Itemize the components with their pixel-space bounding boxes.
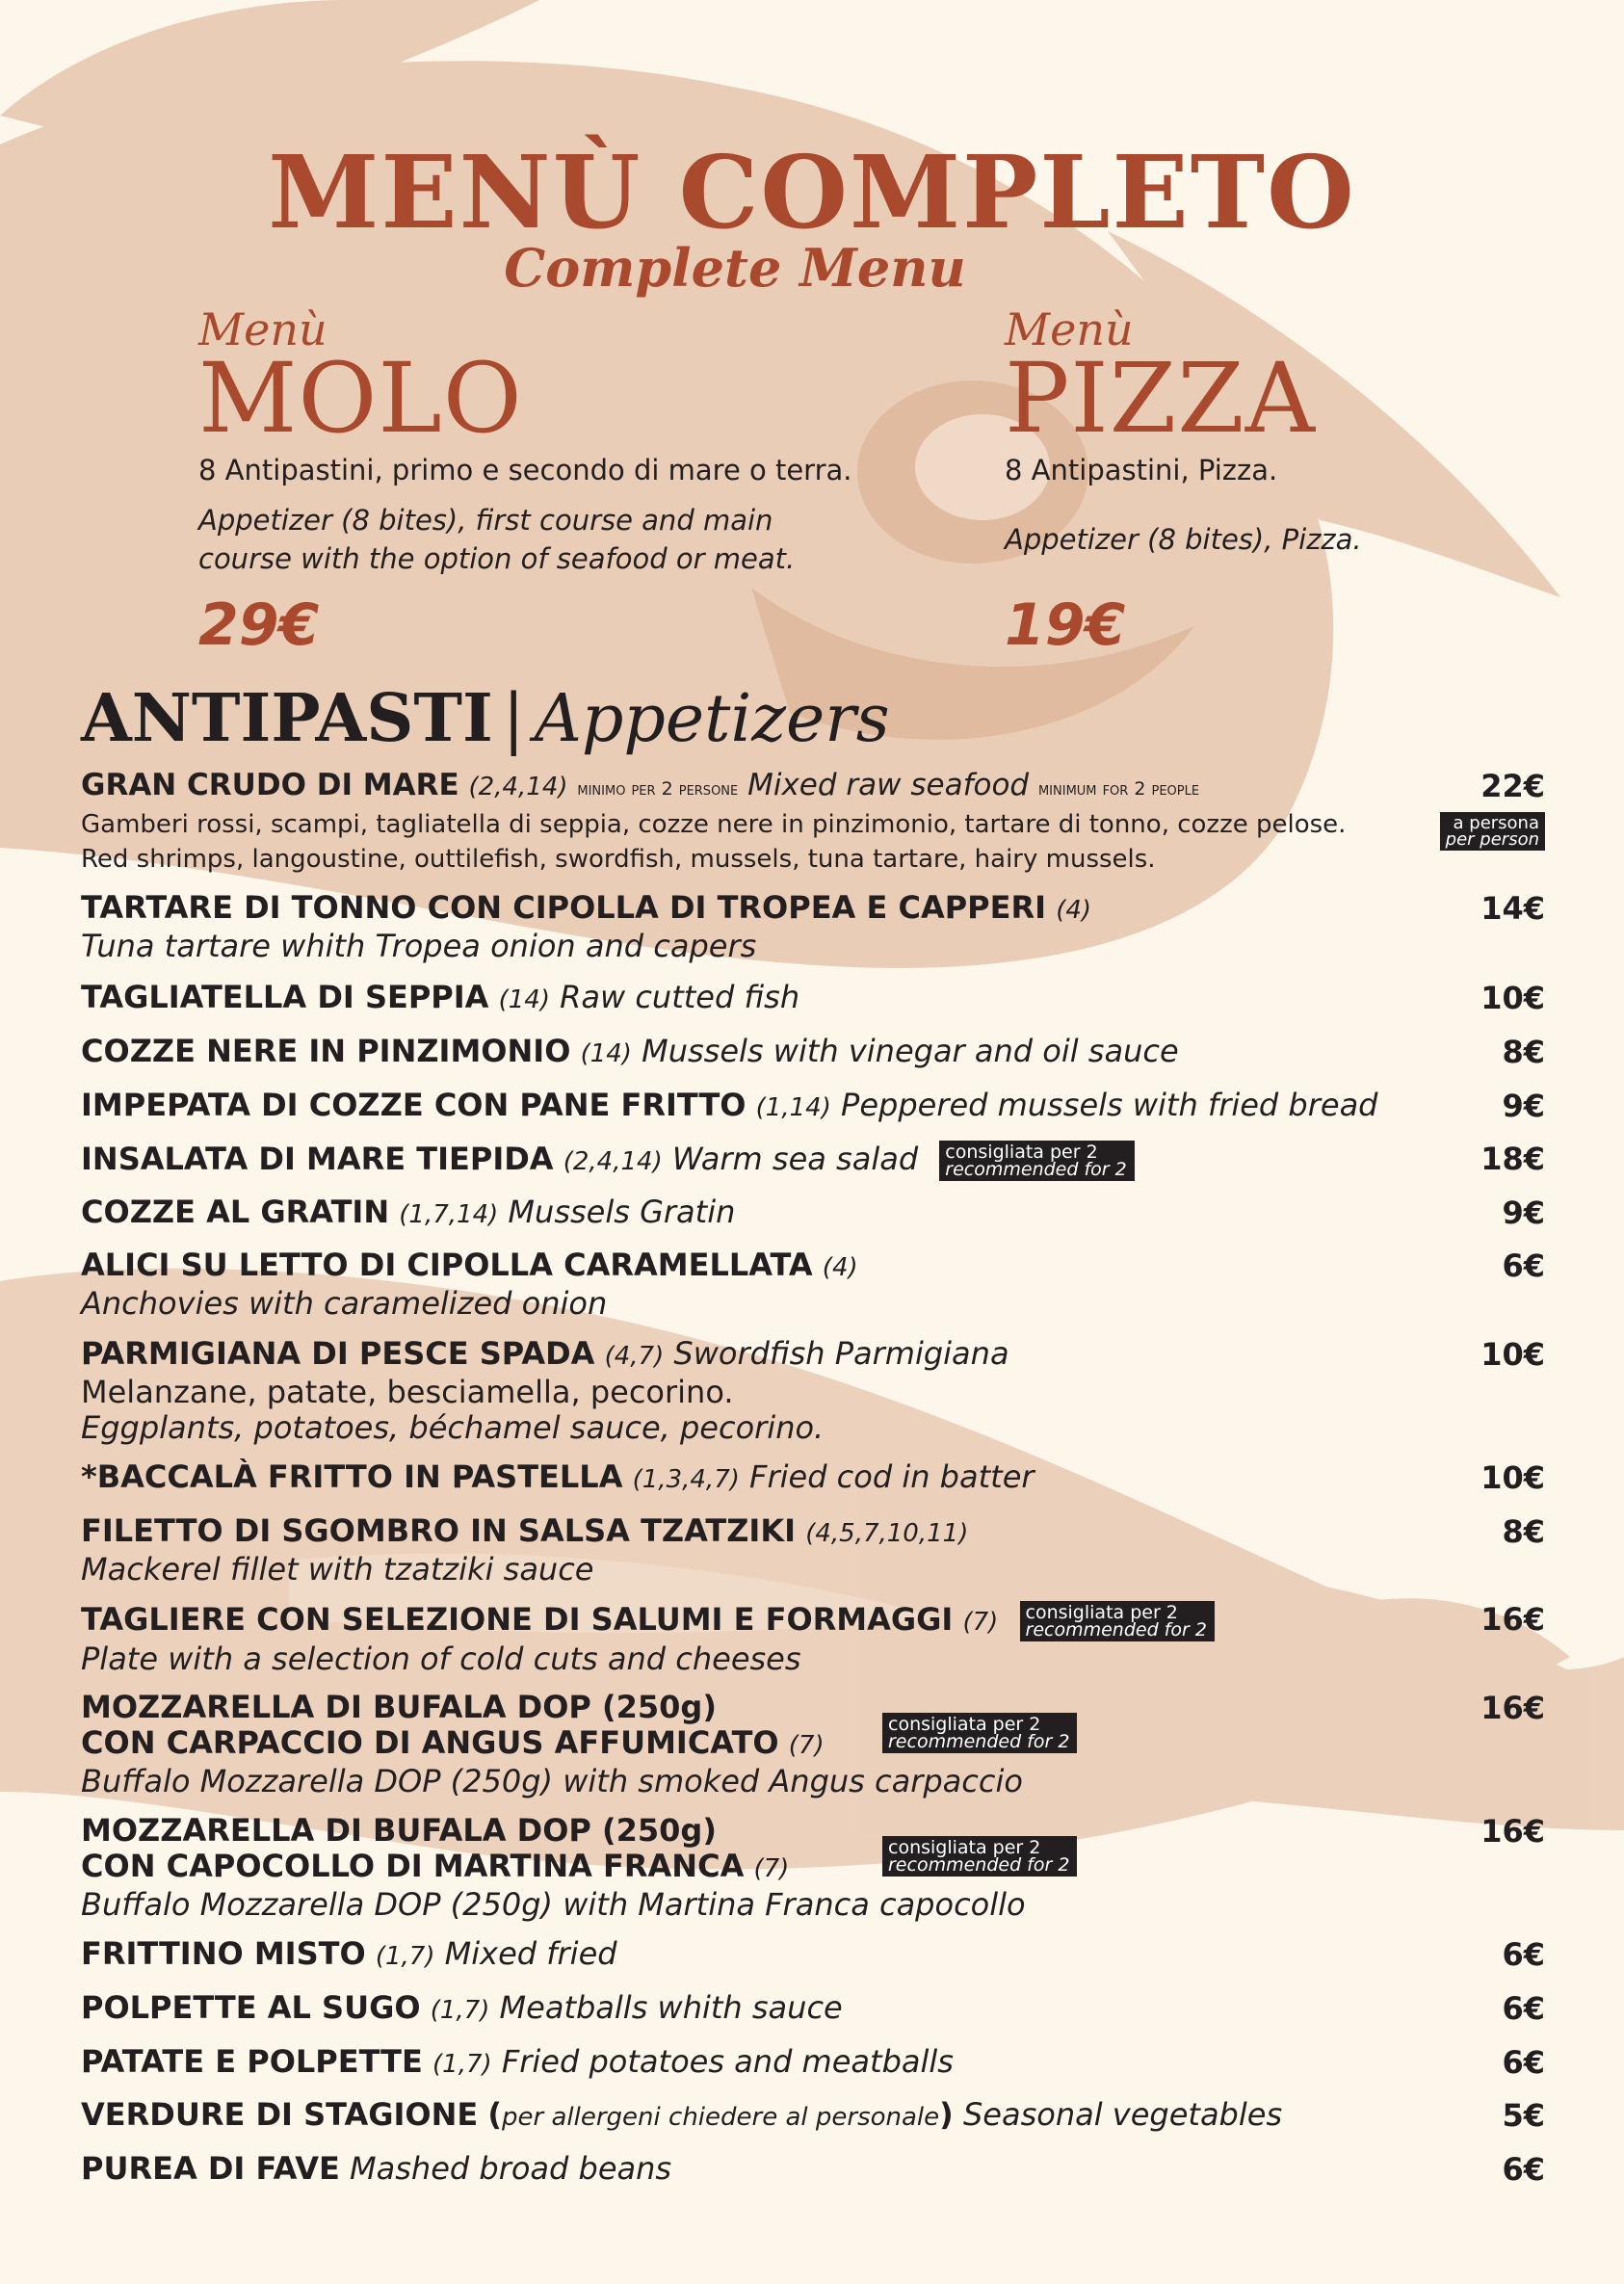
dish-description-en: Red shrimps, langoustine, outtilefish, swordfish, mussels, tuna tartare, hairy mussels.	[81, 845, 1156, 874]
dish-price: 6€	[1502, 1990, 1545, 2027]
menu-item	[81, 1459, 1545, 1498]
badge-text-en: per person	[1445, 829, 1539, 850]
dish-allergens: (4)	[1056, 896, 1092, 925]
menu-item	[81, 890, 1545, 964]
dish-english-name: Anchovies with caramelized onion	[81, 1285, 608, 1322]
dish-description-it: Melanzane, patate, besciamella, pecorino.	[81, 1374, 734, 1410]
dish-english-name: Fried potatoes and meatballs	[501, 2043, 954, 2080]
dish-price: 6€	[1502, 2044, 1545, 2081]
dish-price: 10€	[1480, 1459, 1545, 1496]
section-title-en: Appetizers	[534, 681, 890, 757]
set-menu-description-en-line: course with the option of seafood or meat.	[198, 542, 796, 575]
dish-name: ALICI SU LETTO DI CIPOLLA CARAMELLATA	[81, 1247, 813, 1283]
dish-price: 16€	[1480, 1813, 1545, 1850]
menu-item	[81, 1513, 1545, 1588]
dish-price: 6€	[1502, 1936, 1545, 1973]
menu-item	[81, 1990, 1545, 2029]
menu-item	[81, 1601, 1545, 1677]
menu-subtitle: Complete Menu	[504, 237, 966, 299]
menu-title: MENÙ COMPLETO	[268, 133, 1356, 251]
dish-name: MOZZARELLA DI BUFALA DOP (250g)	[81, 1689, 717, 1725]
section-title-it: ANTIPASTI	[81, 680, 493, 757]
dish-allergens: (2,4,14)	[563, 1147, 663, 1176]
dish-price: 6€	[1502, 2151, 1545, 2188]
dish-name: INSALATA DI MARE TIEPIDA	[81, 1141, 554, 1177]
menu-item	[81, 1936, 1545, 1975]
dish-name: FRITTINO MISTO	[81, 1935, 366, 1972]
menu-item	[81, 2044, 1545, 2083]
dish-note-it: minimo per 2 persone	[577, 778, 739, 800]
set-menu-description-it: 8 Antipastini, primo e secondo di mare o terra.	[198, 454, 852, 486]
dish-english-name: Buffalo Mozzarella DOP (250g) with Martina Franca capocollo	[81, 1886, 1026, 1923]
dish-allergens: per allergeni chiedere al personale	[502, 2103, 940, 2132]
dish-allergens: (1,7)	[430, 1996, 490, 2025]
badge-text-it: consigliata per 2	[888, 1837, 1041, 1858]
dish-english-name: Tuna tartare whith Tropea onion and capers	[81, 928, 757, 964]
per-person-badge	[1440, 812, 1545, 851]
set-menu-price: 19€	[1005, 591, 1126, 659]
menu-item	[81, 768, 1545, 877]
dish-allergens: (1,3,4,7)	[632, 1465, 740, 1494]
dish-name: PATATE E POLPETTE	[81, 2043, 423, 2080]
menu-item	[81, 1141, 1545, 1181]
dish-price: 10€	[1480, 1336, 1545, 1373]
dish-name: IMPEPATA DI COZZE CON PANE FRITTO	[81, 1087, 747, 1123]
section-title-antipasti	[81, 680, 890, 757]
dish-english-name: Mussels with vinegar and oil sauce	[642, 1033, 1179, 1069]
set-menu-name: MOLO	[198, 342, 523, 455]
dish-english-name: Mussels Gratin	[508, 1194, 736, 1230]
set-menu-description-en	[198, 501, 969, 578]
badge-text-it: consigliata per 2	[888, 1714, 1041, 1735]
recommended-for-2-badge	[882, 1713, 1077, 1753]
menu-item	[81, 1690, 1545, 1799]
section-title-separator: |	[502, 681, 525, 757]
dish-description-it: Gamberi rossi, scampi, tagliatella di seppia, cozze nere in pinzimonio, tartare di tonno, cozze pelose.	[81, 810, 1347, 839]
dish-english-name: Peppered mussels with fried bread	[841, 1087, 1378, 1123]
menu-item	[81, 980, 1545, 1018]
dish-price: 18€	[1480, 1141, 1545, 1177]
menu-item	[81, 1034, 1545, 1072]
dish-name-line-2: CON CARPACCIO DI ANGUS AFFUMICATO	[81, 1724, 779, 1761]
set-menu-kicker: Menù	[198, 303, 327, 355]
menu-item	[81, 1336, 1545, 1446]
dish-english-name: Buffalo Mozzarella DOP (250g) with smoked Angus carpaccio	[81, 1763, 1023, 1799]
dish-price: 22€	[1480, 768, 1545, 804]
dish-price: 5€	[1502, 2097, 1545, 2134]
badge-text-it: consigliata per 2	[1025, 1602, 1178, 1623]
dish-english-name: Warm sea salad	[671, 1141, 919, 1177]
dish-description-en: Eggplants, potatoes, béchamel sauce, pecorino.	[81, 1409, 825, 1446]
dish-name: GRAN CRUDO DI MARE	[81, 768, 459, 802]
dish-note-en: minimum for 2 people	[1037, 778, 1200, 800]
recommended-for-2-badge	[882, 1836, 1077, 1877]
dish-english-name: Mackerel fillet with tzatziki sauce	[81, 1551, 594, 1588]
dish-price: 16€	[1480, 1601, 1545, 1638]
dish-name-line-2: CON CAPOCOLLO DI MARTINA FRANCA	[81, 1848, 745, 1884]
badge-text-en: recommended for 2	[888, 1854, 1070, 1876]
dish-name: TARTARE DI TONNO CON CIPOLLA DI TROPEA E CAPPERI	[81, 889, 1047, 926]
badge-text-it: consigliata per 2	[945, 1142, 1098, 1163]
dish-allergens: (4,7)	[604, 1342, 665, 1371]
dish-name: TAGLIATELLA DI SEPPIA	[81, 979, 489, 1015]
dish-allergens: (4)	[822, 1253, 858, 1282]
dish-allergens: (7)	[962, 1608, 999, 1637]
dish-allergens: (2,4,14)	[468, 773, 568, 801]
set-menu-price: 29€	[198, 591, 320, 659]
dish-name: VERDURE DI STAGIONE	[81, 2096, 479, 2133]
dish-allergens: (4,5,7,10,11)	[805, 1519, 969, 1548]
set-menu-kicker: Menù	[1005, 303, 1134, 355]
set-menu-pizza	[1005, 303, 1583, 659]
dish-allergens: (7)	[788, 1731, 825, 1760]
menu-item	[81, 1247, 1545, 1322]
dish-price: 14€	[1480, 890, 1545, 927]
set-menu-molo	[198, 303, 969, 659]
dish-price: 16€	[1480, 1690, 1545, 1726]
dish-english-name: Mashed broad beans	[350, 2150, 672, 2187]
dish-allergens: (1,14)	[755, 1093, 831, 1122]
set-menu-description-it: 8 Antipastini, Pizza.	[1005, 454, 1278, 486]
badge-text-en: recommended for 2	[888, 1731, 1070, 1752]
menu-item	[81, 1088, 1545, 1126]
dish-allergens: (1,7)	[375, 1942, 435, 1971]
dish-name: POLPETTE AL SUGO	[81, 1989, 421, 2026]
dish-name: PARMIGIANA DI PESCE SPADA	[81, 1335, 595, 1372]
badge-text-en: recommended for 2	[1025, 1619, 1207, 1641]
dish-english-name: Raw cutted fish	[560, 979, 800, 1015]
dish-english-name: Swordfish Parmigiana	[673, 1335, 1009, 1372]
recommended-for-2-badge	[1020, 1601, 1215, 1641]
dish-english-name: Mixed fried	[444, 1935, 617, 1972]
dish-name: COZZE NERE IN PINZIMONIO	[81, 1033, 571, 1069]
dish-price: 9€	[1502, 1088, 1545, 1124]
menu-item	[81, 1813, 1545, 1923]
dish-name: PUREA DI FAVE	[81, 2150, 340, 2187]
dish-name: *BACCALÀ FRITTO IN PASTELLA	[81, 1458, 623, 1495]
dish-price: 10€	[1480, 980, 1545, 1016]
menu-item: VERDURE DI STAGIONE (per allergeni chiedere al personale) Seasonal vegetables 5€	[81, 2096, 1545, 2134]
dish-name: MOZZARELLA DI BUFALA DOP (250g)	[81, 1812, 717, 1849]
dish-allergens: (1,7)	[432, 2050, 492, 2079]
dish-name: COZZE AL GRATIN	[81, 1194, 390, 1230]
set-menu-description-en: Appetizer (8 bites), Pizza.	[1005, 523, 1362, 556]
menu-item	[81, 2151, 1545, 2187]
dish-allergens: (14)	[498, 985, 550, 1014]
dish-price: 9€	[1502, 1195, 1545, 1231]
menu-item	[81, 1195, 1545, 1233]
recommended-for-2-badge	[939, 1141, 1134, 1181]
dish-english-name: Plate with a selection of cold cuts and cheeses	[81, 1641, 801, 1677]
set-menu-description-en-line: Appetizer (8 bites), first course and main	[198, 504, 773, 537]
dish-price: 8€	[1502, 1513, 1545, 1550]
dish-name: TAGLIERE CON SELEZIONE DI SALUMI E FORMAGGI	[81, 1601, 954, 1638]
badge-text-it: a persona	[1453, 813, 1539, 833]
dish-english-name: Meatballs whith sauce	[499, 1989, 843, 2026]
badge-text-en: recommended for 2	[945, 1159, 1127, 1180]
dish-price: 6€	[1502, 1247, 1545, 1284]
dish-allergens: (1,7,14)	[399, 1200, 499, 1229]
dish-english-name: Fried cod in batter	[749, 1458, 1035, 1495]
dish-price: 8€	[1502, 1034, 1545, 1070]
dish-english-name: Seasonal vegetables	[962, 2096, 1283, 2133]
dish-english-name: Mixed raw seafood	[747, 768, 1030, 802]
set-menu-name: PIZZA	[1005, 342, 1316, 455]
dish-name: FILETTO DI SGOMBRO IN SALSA TZATZIKI	[81, 1512, 797, 1549]
dish-allergens: (14)	[580, 1039, 632, 1068]
dish-allergens: (7)	[753, 1854, 790, 1883]
